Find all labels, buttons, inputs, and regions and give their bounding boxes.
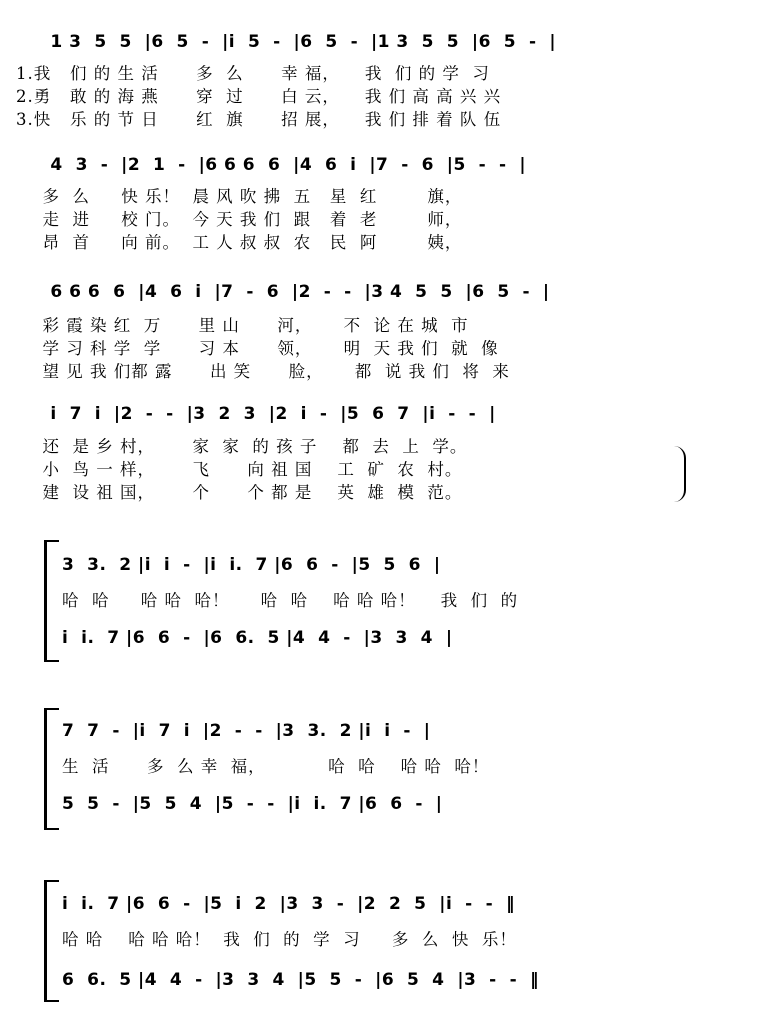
lyric-line-1-v2: 2.勇 敢 的 海 燕 穿 过 白 云， 我 们 高 高 兴 兴 bbox=[16, 87, 502, 106]
lyric-line-2-v2: 走 进 校 门。 今 天 我 们 跟 着 老 师， bbox=[30, 210, 463, 229]
system-brace-1 bbox=[44, 540, 59, 662]
lower-part-line-6: 5 5 - |5 5 4 |5 - - |i i. 7 |6 6 - | bbox=[62, 794, 443, 814]
lower-part-line-7: 6 6. 5 |4 4 - |3 3 4 |5 5 - |6 5 4 |3 - - ‖ bbox=[62, 970, 539, 990]
system-brace-3 bbox=[44, 880, 59, 1002]
upper-part-line-6: 7 7 - |i 7 i |2 - - |3 3. 2 |i i - | bbox=[62, 721, 431, 741]
lyric-line-2-v3: 昂 首 向 前。 工 人 叔 叔 农 民 阿 姨， bbox=[30, 233, 463, 252]
lyric-line-3-v3: 望 见 我 们都 露 出 笑 脸， 都 说 我 们 将 来 bbox=[30, 362, 510, 381]
upper-part-line-7: i i. 7 |6 6 - |5 i 2 |3 3 - |2 2 5 |i - - ‖ bbox=[62, 894, 515, 914]
verse-brace bbox=[674, 446, 686, 502]
lyric-line-3-v2: 学 习 科 学 学 习 本 领， 明 天 我 们 就 像 bbox=[30, 339, 499, 358]
lower-part-line-5: i i. 7 |6 6 - |6 6. 5 |4 4 - |3 3 4 | bbox=[62, 628, 453, 648]
lyric-line-5: 哈 哈 哈 哈 哈！ 哈 哈 哈 哈 哈！ 我 们 的 bbox=[62, 591, 519, 610]
lyric-line-4-v2: 小 鸟 一 样， 飞 向 祖 国 工 矿 农 村。 bbox=[30, 460, 463, 479]
lyric-line-1-v3: 3.快 乐 的 节 日 红 旗 招 展， 我 们 排 着 队 伍 bbox=[16, 110, 502, 129]
lyric-line-1-v1: 1.我 们 的 生 活 多 么 幸 福， 我 们 的 学 习 bbox=[16, 64, 490, 83]
notation-line-4: i 7 i |2 - - |3 2 3 |2 i - |5 6 7 |i - - | bbox=[44, 404, 496, 424]
lyric-line-4-v3: 建 设 祖 国， 个 个 都 是 英 雄 模 范。 bbox=[30, 483, 463, 502]
lyric-line-4-v1: 还 是 乡 村， 家 家 的 孩 子 都 去 上 学。 bbox=[30, 437, 468, 456]
lyric-line-7: 哈 哈 哈 哈 哈！ 我 们 的 学 习 多 么 快 乐！ bbox=[62, 930, 517, 949]
notation-line-3: 6 6 6 6 |4 6 i |7 - 6 |2 - - |3 4 5 5 |6 5 - | bbox=[44, 282, 550, 302]
lyric-line-2-v1: 多 么 快 乐！ 晨 风 吹 拂 五 星 红 旗， bbox=[30, 187, 463, 206]
upper-part-line-5: 3 3. 2 |i i - |i i. 7 |6 6 - |5 5 6 | bbox=[62, 555, 441, 575]
lyric-line-3-v1: 彩 霞 染 红 万 里 山 河， 不 论 在 城 市 bbox=[30, 316, 469, 335]
notation-line-2: 4 3 - |2 1 - |6 6 6 6 |4 6 i |7 - 6 |5 - - | bbox=[44, 155, 527, 175]
lyric-line-6: 生 活 多 么 幸 福， 哈 哈 哈 哈 哈！ bbox=[62, 757, 490, 776]
system-brace-2 bbox=[44, 708, 59, 830]
notation-line-1: 1 3 5 5 |6 5 - |i 5 - |6 5 - |1 3 5 5 |6 5 - | bbox=[44, 32, 557, 52]
